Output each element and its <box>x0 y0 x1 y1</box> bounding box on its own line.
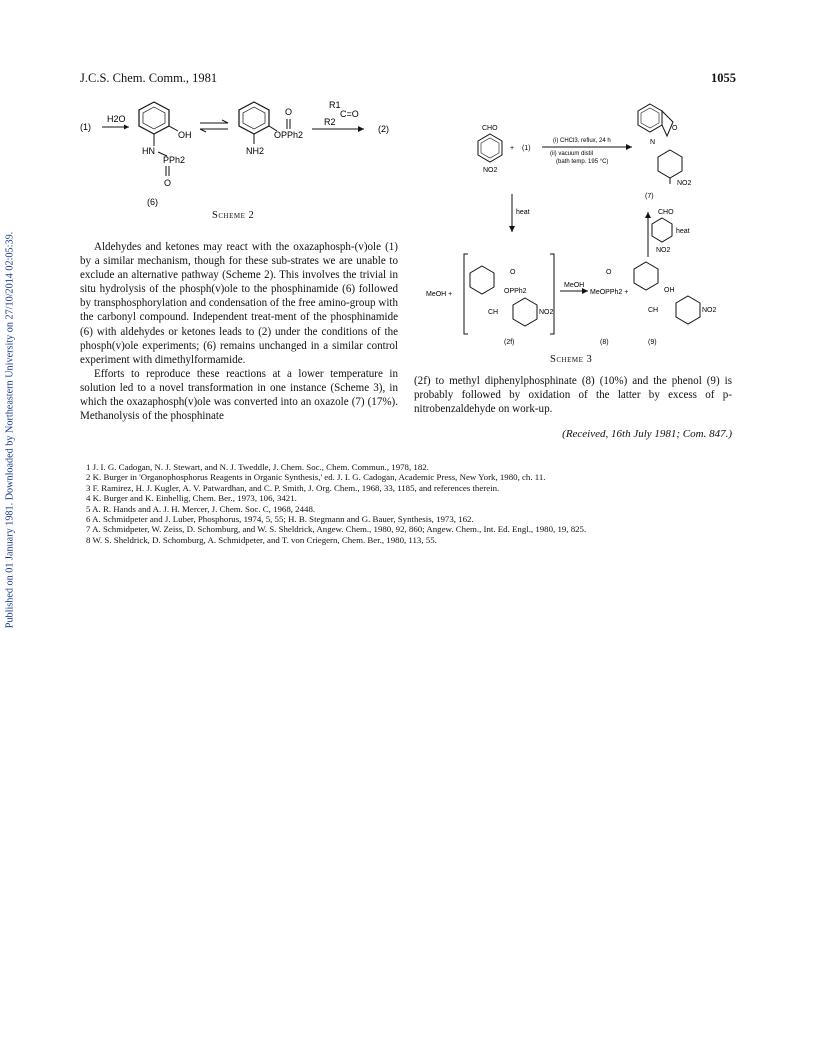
scheme3-label-comp7: (7) <box>645 193 654 200</box>
scheme3-label-ch: CH <box>488 309 499 316</box>
scheme-3-diagram <box>420 92 740 360</box>
right-column <box>414 374 732 416</box>
reference-item: 6 A. Schmidpeter and J. Luber, Phosphorus, 1974, 5, 55; H. B. Stegmann and G. Bauer, Synthesis, 1973, 162. <box>86 514 474 525</box>
references <box>80 462 740 545</box>
scheme3-label-o-b: O <box>510 269 516 276</box>
scheme2-label-water: H2O <box>107 114 126 124</box>
scheme2-label-o2: O <box>285 107 293 117</box>
scheme2-label-hn: HN <box>142 146 155 156</box>
scheme3-label-meopph2: MeOPPh2 + <box>590 289 629 296</box>
left-paragraph-2: Efforts to reproduce these reactions at a lower temperature in solution led to a novel transformation in one instance (Scheme 3), in which the oxazaphosph(v)ole was converted into an oxazole (7) (17%). Methanolysis of the phosphinate <box>80 367 398 423</box>
download-watermark <box>1 215 19 645</box>
scheme3-label-o: O <box>672 125 678 132</box>
left-column <box>80 240 398 423</box>
scheme3-label-cho-b: CHO <box>658 209 674 216</box>
scheme3-label-oh: OH <box>664 287 675 294</box>
scheme3-label-o-c: O <box>606 269 612 276</box>
reference-item: 3 F. Ramirez, H. J. Kugler, A. V. Patwardhan, and C. P. Smith, J. Org. Chem., 1968, 33, 1185, and references therein. <box>86 482 500 493</box>
scheme2-label-r2: R2 <box>324 117 336 127</box>
journal-header: J.C.S. Chem. Comm., 1981 <box>80 71 218 85</box>
reference-item: 5 A. R. Hands and A. J. H. Mercer, J. Chem. Soc. C, 1968, 2448. <box>86 503 316 514</box>
reference-item: 2 K. Burger in 'Organophosphorus Reagents in Organic Synthesis,' ed. J. I. G. Cadogan, Academic Press, New York, 1980, ch. 11. <box>86 472 546 483</box>
scheme3-label-comp2f: (2f) <box>504 339 515 346</box>
left-paragraph-1: Aldehydes and ketones may react with the oxazaphosph-(v)ole (1) by a similar mechanism, though for these sub-strates we are unable to exclude an alternative pathway (Scheme 2). This involves the trivial in situ hydrolysis of the phosph(v)ole to the phosphinamide (6) followed by transphosphorylation and condensation of the free amino-group with the carbonyl compound. Independent treat-ment of the phosphinamide (6) with aldehydes or ketones leads to (2) under the conditions of the phosph(v)ole experiments; (6) remains unchanged in a similar control experiment with dimethylformamide. <box>80 241 398 366</box>
reference-item: 4 K. Burger and K. Einhellig, Chem. Ber., 1973, 106, 3421. <box>86 493 297 504</box>
scheme3-label-no2: NO2 <box>483 167 498 174</box>
scheme-3-caption: Scheme 3 <box>550 354 593 365</box>
scheme2-label-1: (1) <box>80 122 91 132</box>
reference-item: 8 W. S. Sheldrick, D. Schomburg, A. Schmidpeter, and T. von Criegern, Chem. Ber., 1980, 113, 55. <box>86 534 437 545</box>
scheme3-label-ch-b: CH <box>648 307 659 314</box>
scheme3-cond-1: (i) CHCl3, reflux, 24 h <box>553 138 611 144</box>
right-paragraph: (2f) to methyl diphenylphosphinate (8) (10%) and the phenol (9) is probably followed by oxidation of the latter by excess of p-nitrobenzaldehyde on work-up. <box>414 375 732 416</box>
scheme3-label-cho: CHO <box>482 125 498 132</box>
scheme2-label-product2: (2) <box>378 124 389 134</box>
received-line: (Received, 16th July 1981; Com. 847.) <box>562 428 732 440</box>
scheme-2-caption: Scheme 2 <box>212 210 255 221</box>
scheme3-label-no2-d: NO2 <box>539 309 554 316</box>
scheme3-label-n: N <box>650 139 656 146</box>
scheme2-label-o: O <box>164 178 172 188</box>
scheme3-label-heat-b: heat <box>676 228 690 235</box>
scheme2-label-pph2: PPh2 <box>163 155 186 165</box>
scheme3-label-plus: + <box>510 145 515 152</box>
page-number: 1055 <box>711 71 736 85</box>
scheme3-label-reagent1: (1) <box>522 145 531 152</box>
scheme3-label-opph2: OPPh2 <box>504 288 527 295</box>
scheme3-label-meoh: MeOH <box>564 282 585 289</box>
reference-item: 7 A. Schmidpeter, W. Zeiss, D. Schomburg, and W. S. Sheldrick, Angew. Chem., 1980, 92, 860; Angew. Chem., Int. Ed. Engl., 1980, 19, 825. <box>86 524 587 535</box>
reference-item: 1 J. I. G. Cadogan, N. J. Stewart, and N. J. Tweddle, J. Chem. Soc., Chem. Commun., 1978, 182. <box>86 462 429 472</box>
scheme3-cond-3: (bath temp. 195 °C) <box>556 159 609 165</box>
scheme2-label-comp6: (6) <box>147 197 158 207</box>
scheme2-label-opph2: OPPh2 <box>274 130 304 140</box>
scheme3-label-no2-c: NO2 <box>656 247 671 254</box>
scheme3-label-no2-e: NO2 <box>702 307 717 314</box>
download-watermark-text: Published on 01 January 1981. Downloaded by Northeastern University on 27/10/2014 02:05:39. <box>4 231 16 629</box>
scheme2-label-nh2: NH2 <box>246 146 265 156</box>
scheme2-label-oh: OH <box>178 130 192 140</box>
scheme3-cond-2: (ii) vacuum distil <box>550 151 594 157</box>
scheme3-label-comp8: (8) <box>600 339 609 346</box>
scheme3-label-meoh-plus: MeOH + <box>426 291 453 298</box>
scheme-2-diagram <box>74 92 404 212</box>
scheme3-label-comp9: (9) <box>648 339 657 346</box>
scheme2-label-ketone: C=O <box>340 109 359 119</box>
scheme3-label-heat: heat <box>516 209 530 216</box>
scheme2-label-r1: R1 <box>329 100 341 110</box>
scheme3-label-no2-b: NO2 <box>677 180 692 187</box>
